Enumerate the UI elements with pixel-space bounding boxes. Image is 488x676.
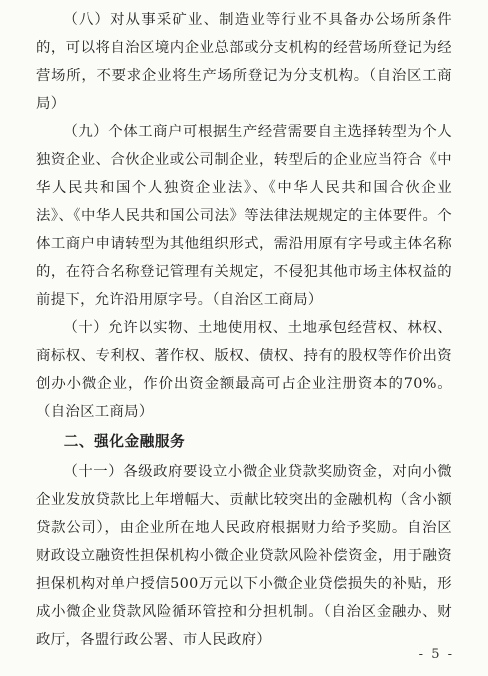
paragraph-10: （十）允许以实物、土地使用权、土地承包经营权、林权、商标权、专利权、著作权、版权、债权、持有的股权等作价出资创办小微企业，作价出资金额最高可占企业注册资本的70%。（自治区工商局） (36, 320, 452, 420)
paragraph-8: （八）对从事采矿业、制造业等行业不具备办公场所条件的，可以将自治区境内企业总部或分支机构的经营场所登记为经营场所，不要求企业将生产场所登记为分支机构。（自治区工商局） (36, 12, 452, 112)
paragraph-9: （九）个体工商户可根据生产经营需要自主选择转型为个人独资企业、合伙企业或公司制企业，转型后的企业应当符合《中华人民共和国个人独资企业法》、《中华人民共和国合伙企业法》、《中华人民共和国公司法》等法律法规规定的主体要件。个体工商户申请转型为其他组织形式，需沿用原有字号或主体名称的，在符合名称登记管理有关规定，不侵犯其他市场主体权益的前提下，允许沿用原字号。（自治区工商局） (36, 124, 452, 308)
section-heading: 二、强化金融服务 (63, 433, 186, 450)
paragraph-11: （十一）各级政府要设立小微企业贷款奖励资金，对向小微企业发放贷款比上年增幅大、贡献比较突出的金融机构（含小额贷款公司），由企业所在地人民政府根据财力给予奖励。自治区财政设立融资性担保机构小微企业贷款风险补偿资金，用于融资担保机构对单户授信500万元以下小微企业贷偿损失的补贴，形成小微企业贷款风险循环管控和分担机制。（自治区金融办、财政厅，各盟行政公署、市人民政府） (36, 464, 452, 648)
document-page (36, 6, 452, 654)
page-number: - 5 - (418, 647, 454, 662)
